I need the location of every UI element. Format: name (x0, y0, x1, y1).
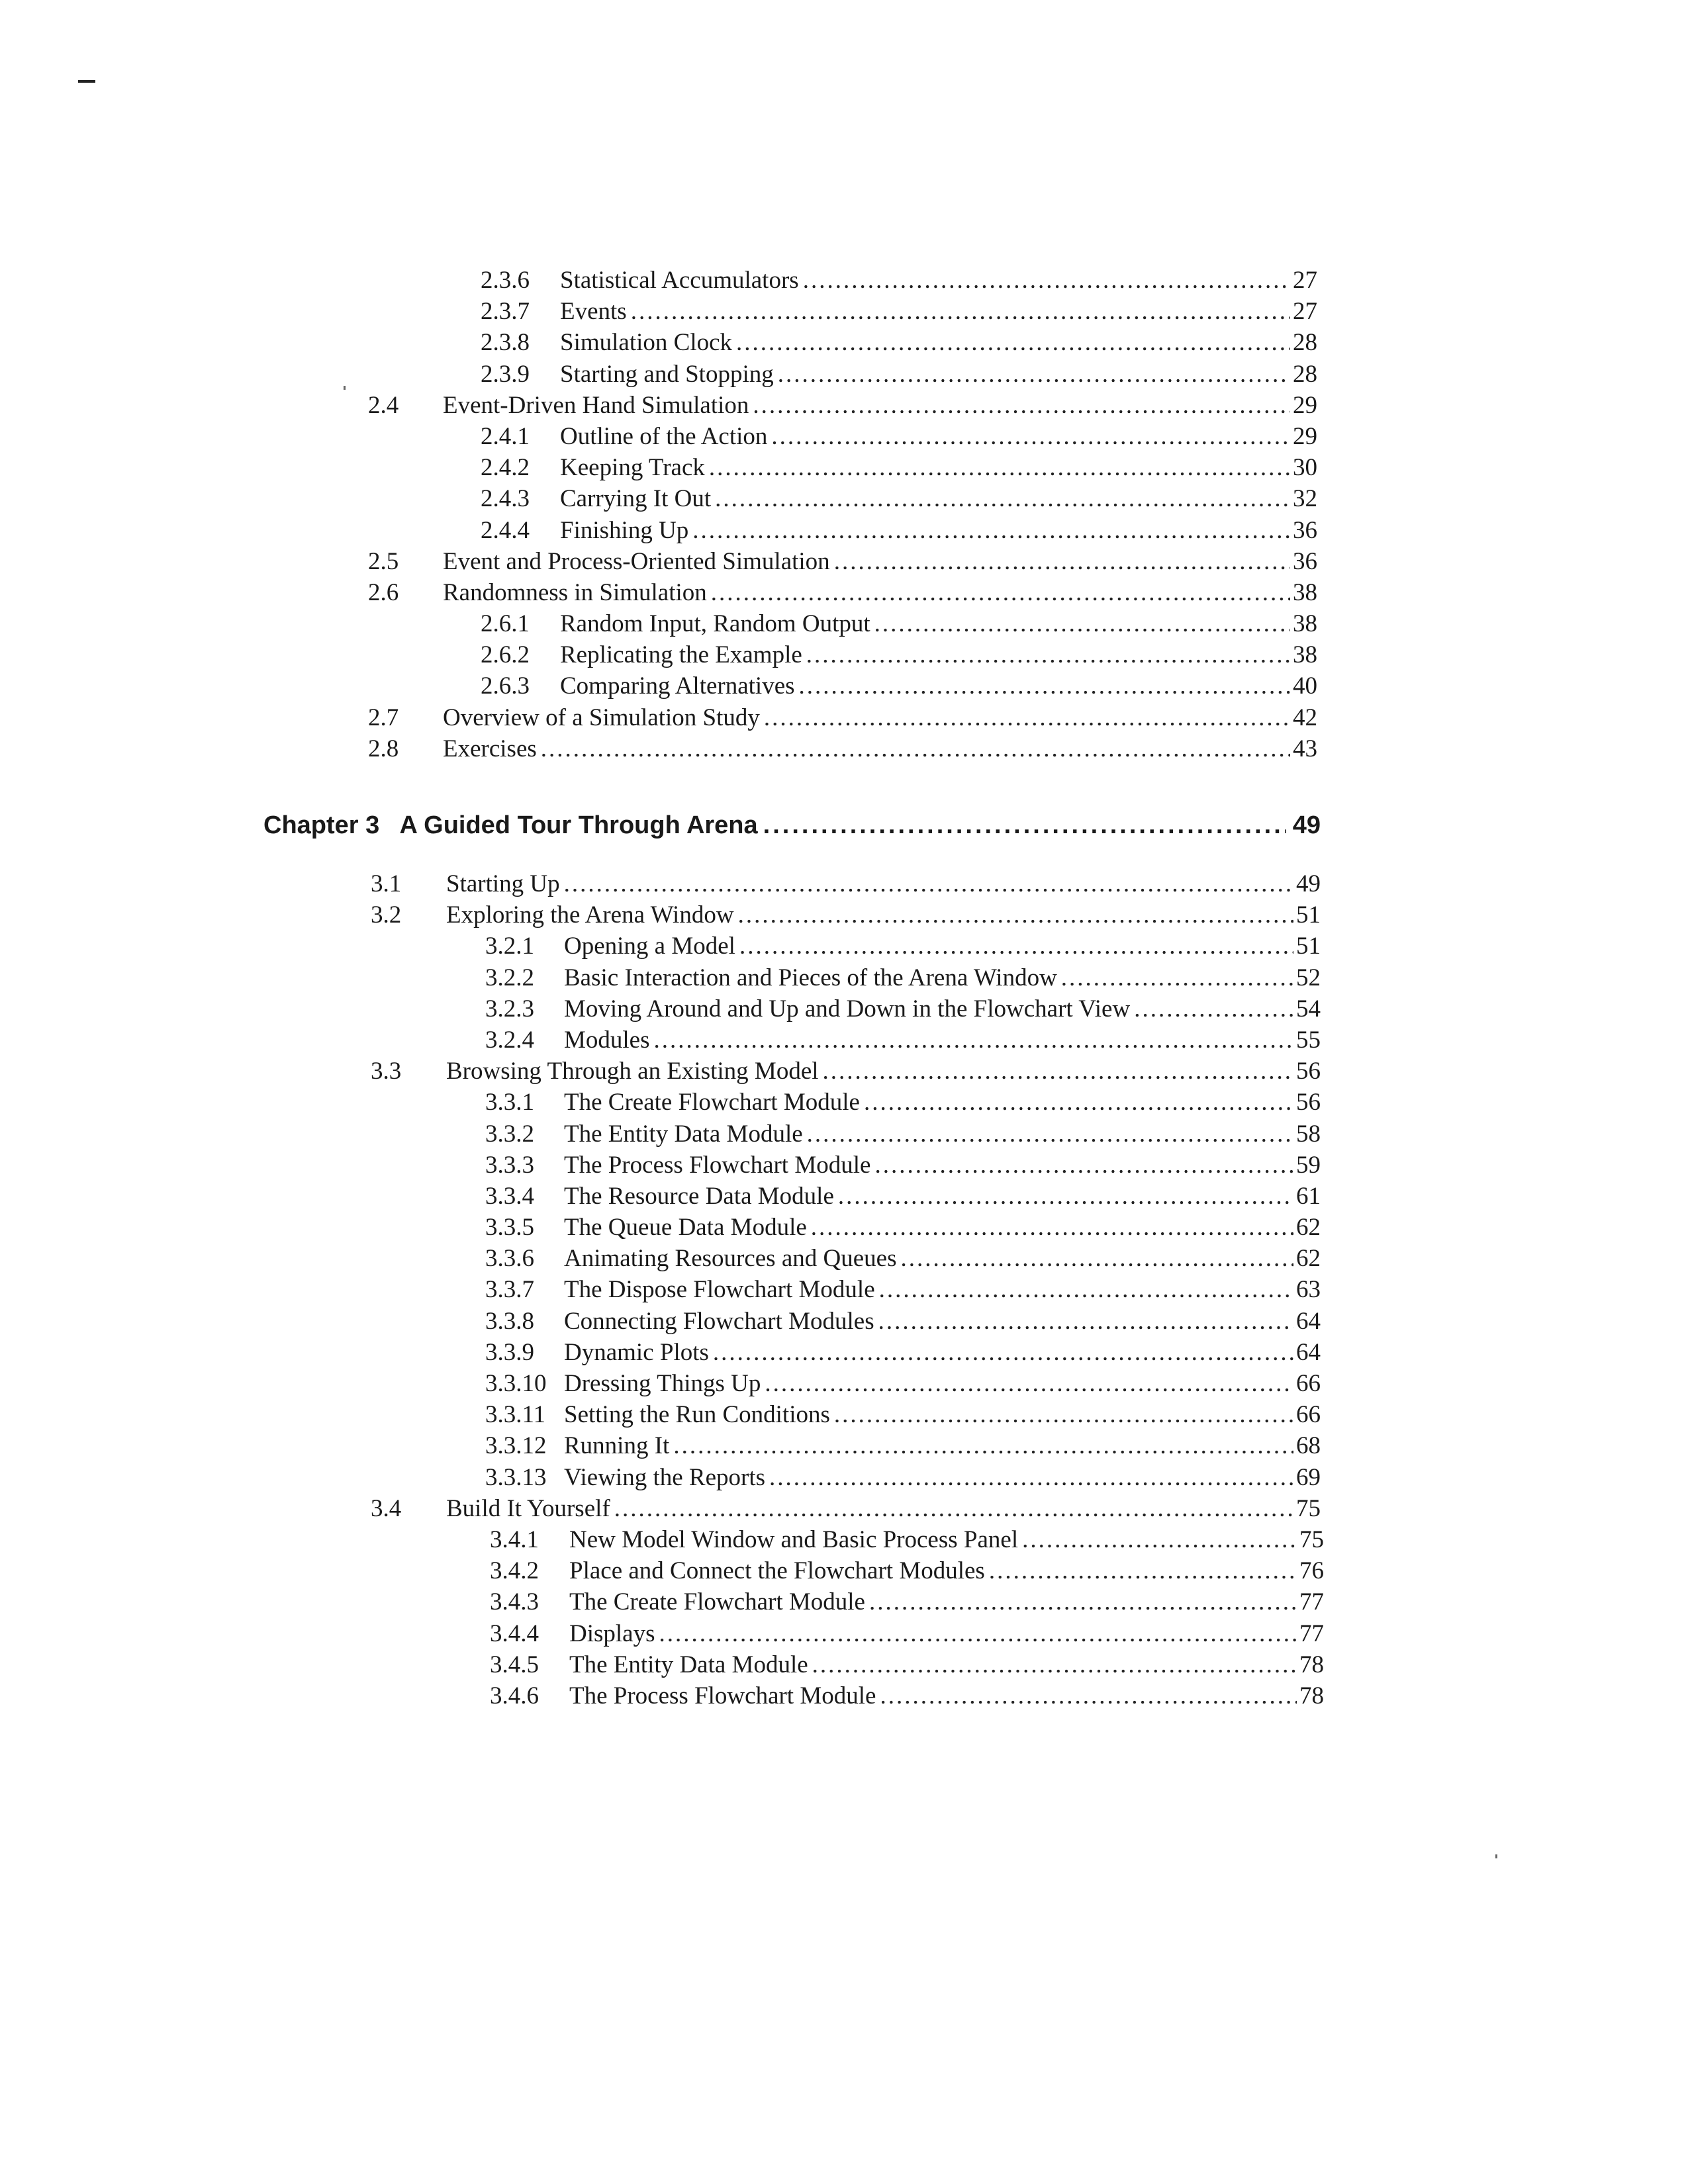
section-number: 3.2.1 (485, 933, 534, 960)
dot-leader (736, 327, 1290, 358)
section-title: Overview of a Simulation Study (443, 704, 760, 731)
toc-entry[interactable] (0, 296, 1688, 327)
dot-leader (673, 1430, 1293, 1461)
toc-entry[interactable] (0, 1649, 1688, 1680)
section-number: 2.3.6 (481, 267, 530, 294)
chapter-title: A Guided Tour Through Arena (399, 811, 758, 839)
toc-entry[interactable] (0, 639, 1688, 670)
section-number: 3.2 (371, 901, 402, 929)
dot-leader (715, 483, 1290, 514)
section-title: Displays (569, 1619, 655, 1647)
entry-line (564, 931, 1321, 962)
page-number: 77 (1299, 1588, 1324, 1616)
dot-leader (989, 1555, 1297, 1586)
page-number: 75 (1296, 1494, 1321, 1522)
entry-line (446, 899, 1321, 931)
dot-leader (654, 1024, 1294, 1056)
section-title: Browsing Through an Existing Model (446, 1058, 819, 1085)
entry-line (560, 452, 1317, 483)
dot-leader (711, 577, 1290, 608)
dot-leader (709, 452, 1290, 483)
page-number: 38 (1293, 641, 1317, 669)
entry-line (564, 1306, 1321, 1337)
dot-leader (879, 1274, 1293, 1305)
page-number: 78 (1299, 1682, 1324, 1709)
entry-line (443, 702, 1317, 733)
dot-leader (834, 546, 1290, 577)
toc-entry[interactable] (0, 1462, 1688, 1493)
section-number: 3.3.12 (485, 1432, 547, 1460)
toc-entry[interactable] (0, 1524, 1688, 1555)
page-number: 77 (1299, 1619, 1324, 1647)
section-title: Replicating the Example (560, 641, 802, 669)
entry-line (564, 962, 1321, 993)
section-number: 2.4.4 (481, 516, 530, 544)
section-title: The Resource Data Module (564, 1182, 834, 1210)
page-number: 43 (1293, 735, 1317, 762)
section-title: Exercises (443, 735, 537, 762)
page-edge-mark (78, 80, 95, 83)
dot-leader (803, 265, 1290, 296)
toc-entry[interactable] (0, 1306, 1688, 1337)
section-title: Dressing Things Up (564, 1370, 761, 1397)
dot-leader (864, 1087, 1293, 1118)
section-title: Connecting Flowchart Modules (564, 1307, 874, 1335)
section-title: Randomness in Simulation (443, 578, 707, 606)
dot-leader (1134, 993, 1293, 1024)
section-number: 3.4.5 (490, 1651, 539, 1678)
toc-entry[interactable] (0, 1680, 1688, 1711)
toc-entry[interactable] (0, 265, 1688, 296)
page-number: 56 (1296, 1058, 1321, 1085)
section-title: Outline of the Action (560, 422, 768, 450)
page-number: 32 (1293, 485, 1317, 513)
page-number: 66 (1296, 1370, 1321, 1397)
entry-line (560, 515, 1317, 546)
dot-leader (812, 1649, 1297, 1680)
entry-line (564, 1150, 1321, 1181)
page-number: 75 (1299, 1525, 1324, 1553)
page-number: 58 (1296, 1120, 1321, 1148)
section-title: Starting and Stopping (560, 360, 774, 388)
page-number: 64 (1296, 1338, 1321, 1366)
dot-leader (823, 1056, 1293, 1087)
chapter-label: Chapter 3 (263, 811, 380, 839)
section-number: 2.5 (368, 547, 399, 575)
dot-leader (778, 359, 1290, 390)
toc-entry[interactable] (0, 670, 1688, 702)
page-number: 59 (1296, 1151, 1321, 1179)
section-number: 2.3.9 (481, 360, 530, 388)
entry-line (560, 483, 1317, 514)
section-title: Event-Driven Hand Simulation (443, 391, 749, 419)
section-title: Basic Interaction and Pieces of the Arena Window (564, 964, 1057, 991)
section-number: 2.6 (368, 578, 399, 606)
dot-leader (765, 1368, 1293, 1399)
toc-entry[interactable] (0, 1368, 1688, 1399)
toc-entry[interactable] (0, 483, 1688, 514)
toc-entry[interactable] (0, 1493, 1688, 1524)
page-number: 28 (1293, 360, 1317, 388)
dot-leader (692, 515, 1290, 546)
page-number: 54 (1296, 995, 1321, 1023)
toc-entry[interactable] (0, 702, 1688, 733)
entry-line (560, 670, 1317, 702)
section-number: 3.3 (371, 1058, 402, 1085)
section-number: 3.3.3 (485, 1151, 534, 1179)
page-number: 69 (1296, 1463, 1321, 1491)
section-title: Events (560, 298, 627, 326)
section-title: Starting Up (446, 870, 560, 897)
entry-line (443, 546, 1317, 577)
dot-leader (631, 296, 1290, 327)
scan-speck (1495, 1854, 1497, 1858)
entry-line (560, 327, 1317, 358)
section-number: 3.3.4 (485, 1182, 534, 1210)
toc-entry[interactable] (0, 359, 1688, 390)
toc-entry[interactable] (0, 452, 1688, 483)
entry-line (564, 1399, 1321, 1430)
entry-line (446, 1493, 1321, 1524)
page-number: 56 (1296, 1089, 1321, 1116)
toc-entry[interactable] (0, 1118, 1688, 1150)
toc-entry[interactable] (0, 962, 1688, 993)
toc-entry[interactable] (0, 1337, 1688, 1368)
entry-line (560, 265, 1317, 296)
dot-leader (838, 1181, 1293, 1212)
entry-line (569, 1680, 1324, 1711)
toc-entry[interactable] (0, 993, 1688, 1024)
toc-entry[interactable] (0, 1243, 1688, 1274)
dot-leader (880, 1680, 1297, 1711)
section-number: 2.7 (368, 704, 399, 731)
section-number: 3.4.6 (490, 1682, 539, 1709)
page-number: 64 (1296, 1307, 1321, 1335)
dot-leader (614, 1493, 1293, 1524)
dot-leader (834, 1399, 1293, 1430)
page-number: 27 (1293, 298, 1317, 326)
section-title: Build It Yourself (446, 1494, 610, 1522)
section-title: Random Input, Random Output (560, 610, 870, 638)
section-number: 3.3.13 (485, 1463, 547, 1491)
section-number: 3.4.4 (490, 1619, 539, 1647)
section-number: 3.4.3 (490, 1588, 539, 1616)
section-number: 2.3.7 (481, 298, 530, 326)
dot-leader (763, 809, 1286, 842)
page-number: 38 (1293, 578, 1317, 606)
toc-entry[interactable] (0, 1150, 1688, 1181)
dot-leader (806, 639, 1290, 670)
section-number: 2.4.2 (481, 454, 530, 482)
page-number: 29 (1293, 391, 1317, 419)
section-number: 3.4 (371, 1494, 402, 1522)
section-number: 2.6.1 (481, 610, 530, 638)
dot-leader (769, 1462, 1293, 1493)
dot-leader (753, 390, 1290, 421)
section-title: Running It (564, 1432, 670, 1460)
entry-line (564, 1368, 1321, 1399)
page-number: 29 (1293, 422, 1317, 450)
dot-leader (738, 899, 1293, 931)
page-number: 36 (1293, 516, 1317, 544)
section-title: Moving Around and Up and Down in the Flowchart View (564, 995, 1131, 1023)
page-number: 63 (1296, 1276, 1321, 1304)
dot-leader (713, 1337, 1293, 1368)
section-title: Exploring the Arena Window (446, 901, 734, 929)
toc-entry[interactable] (0, 733, 1688, 764)
section-title: Event and Process-Oriented Simulation (443, 547, 830, 575)
toc-entry[interactable] (0, 390, 1688, 421)
entry-line (443, 733, 1317, 764)
section-title: Dynamic Plots (564, 1338, 709, 1366)
section-title: Place and Connect the Flowchart Modules (569, 1557, 985, 1585)
section-title: Animating Resources and Queues (564, 1245, 897, 1273)
page-number: 36 (1293, 547, 1317, 575)
dot-leader (799, 670, 1290, 702)
dot-leader (1022, 1524, 1297, 1555)
section-number: 3.4.1 (490, 1525, 539, 1553)
entry-line (564, 1024, 1321, 1056)
toc-entry[interactable] (0, 515, 1688, 546)
section-number: 2.6.3 (481, 672, 530, 700)
dot-leader (739, 931, 1293, 962)
page-number: 49 (1296, 870, 1321, 897)
section-title: The Process Flowchart Module (564, 1151, 871, 1179)
toc-entry[interactable] (0, 1586, 1688, 1617)
section-title: Keeping Track (560, 454, 705, 482)
entry-line (564, 1430, 1321, 1461)
entry-line (569, 1524, 1324, 1555)
dot-leader (771, 421, 1290, 452)
section-number: 3.1 (371, 870, 402, 897)
section-number: 2.3.8 (481, 329, 530, 357)
page-number: 62 (1296, 1214, 1321, 1242)
page-number: 40 (1293, 672, 1317, 700)
section-number: 3.2.4 (485, 1026, 534, 1054)
toc-entry[interactable] (0, 1087, 1688, 1118)
page-number: 30 (1293, 454, 1317, 482)
toc-entry[interactable] (0, 546, 1688, 577)
toc-entry[interactable] (0, 1618, 1688, 1649)
page-number: 42 (1293, 704, 1317, 731)
entry-line (564, 1243, 1321, 1274)
dot-leader (874, 608, 1290, 639)
toc-entry[interactable] (0, 899, 1688, 931)
toc-entry[interactable] (0, 1399, 1688, 1430)
section-title: Statistical Accumulators (560, 267, 799, 294)
toc-entry[interactable] (0, 1212, 1688, 1243)
section-number: 3.3.1 (485, 1089, 534, 1116)
toc-entry[interactable] (0, 1274, 1688, 1305)
page-number: 28 (1293, 329, 1317, 357)
section-number: 3.3.5 (485, 1214, 534, 1242)
page-number: 52 (1296, 964, 1321, 991)
entry-line (564, 1274, 1321, 1305)
entry-line (446, 868, 1321, 899)
section-number: 3.2.3 (485, 995, 534, 1023)
toc-entry[interactable] (0, 1555, 1688, 1586)
page-number: 78 (1299, 1651, 1324, 1678)
section-title: The Create Flowchart Module (569, 1588, 865, 1616)
section-number: 3.3.10 (485, 1370, 547, 1397)
section-number: 2.8 (368, 735, 399, 762)
toc-entry[interactable] (0, 1024, 1688, 1056)
toc-entry[interactable] (0, 868, 1688, 899)
dot-leader (659, 1618, 1297, 1649)
entry-line (569, 1649, 1324, 1680)
entry-line (443, 577, 1317, 608)
page-number: 38 (1293, 610, 1317, 638)
page-number: 68 (1296, 1432, 1321, 1460)
entry-line (443, 390, 1317, 421)
entry-line (560, 421, 1317, 452)
section-title: Setting the Run Conditions (564, 1401, 830, 1429)
entry-line (564, 1462, 1321, 1493)
section-title: New Model Window and Basic Process Panel (569, 1525, 1019, 1553)
entry-line (560, 359, 1317, 390)
dot-leader (807, 1118, 1293, 1150)
section-title: The Entity Data Module (569, 1651, 808, 1678)
section-title: The Queue Data Module (564, 1214, 807, 1242)
section-title: The Process Flowchart Module (569, 1682, 876, 1709)
page-number: 76 (1299, 1557, 1324, 1585)
page-number: 66 (1296, 1401, 1321, 1429)
section-number: 3.3.8 (485, 1307, 534, 1335)
dot-leader (900, 1243, 1293, 1274)
entry-line (564, 1337, 1321, 1368)
page-number: 27 (1293, 267, 1317, 294)
entry-line (560, 296, 1317, 327)
section-title: Finishing Up (560, 516, 689, 544)
section-number: 3.3.2 (485, 1120, 534, 1148)
toc-entry[interactable] (0, 931, 1688, 962)
dot-leader (874, 1150, 1293, 1181)
section-title: Modules (564, 1026, 650, 1054)
page-number: 51 (1296, 933, 1321, 960)
toc-entry[interactable] (0, 327, 1688, 358)
section-title: Viewing the Reports (564, 1463, 766, 1491)
section-number: 3.4.2 (490, 1557, 539, 1585)
dot-leader (869, 1586, 1297, 1617)
entry-line (564, 1181, 1321, 1212)
dot-leader (1061, 962, 1293, 993)
entry-line (564, 1212, 1321, 1243)
dot-leader (811, 1212, 1293, 1243)
section-number: 3.3.6 (485, 1245, 534, 1273)
entry-line (564, 1087, 1321, 1118)
section-number: 3.3.11 (485, 1401, 546, 1429)
toc-entry[interactable] (0, 608, 1688, 639)
section-number: 3.2.2 (485, 964, 534, 991)
section-title: The Create Flowchart Module (564, 1089, 860, 1116)
section-number: 2.6.2 (481, 641, 530, 669)
toc-chapter-2-continuation (0, 265, 1688, 764)
entry-line (560, 639, 1317, 670)
toc-entry[interactable] (0, 577, 1688, 608)
entry-line (446, 1056, 1321, 1087)
section-number: 3.3.9 (485, 1338, 534, 1366)
chapter-page-number: 49 (1292, 811, 1321, 839)
dot-leader (764, 702, 1290, 733)
chapter-3-heading[interactable] (263, 809, 1321, 842)
toc-entry[interactable] (0, 1430, 1688, 1461)
dot-leader (878, 1306, 1293, 1337)
page-number: 62 (1296, 1245, 1321, 1273)
page-number: 55 (1296, 1026, 1321, 1054)
dot-leader (541, 733, 1290, 764)
section-number: 2.4.1 (481, 422, 530, 450)
section-title: Simulation Clock (560, 329, 733, 357)
page-number: 51 (1296, 901, 1321, 929)
section-title: Carrying It Out (560, 485, 712, 513)
toc-entry[interactable] (0, 421, 1688, 452)
entry-line (569, 1586, 1324, 1617)
section-number: 3.3.7 (485, 1276, 534, 1304)
section-number: 2.4.3 (481, 485, 530, 513)
page-number: 61 (1296, 1182, 1321, 1210)
toc-entry[interactable] (0, 1056, 1688, 1087)
entry-line (564, 1118, 1321, 1150)
section-title: The Entity Data Module (564, 1120, 803, 1148)
entry-line (560, 608, 1317, 639)
entry-line (564, 993, 1321, 1024)
section-title: Comparing Alternatives (560, 672, 795, 700)
entry-line (569, 1618, 1324, 1649)
toc-entry[interactable] (0, 1181, 1688, 1212)
section-title: Opening a Model (564, 933, 735, 960)
section-title: The Dispose Flowchart Module (564, 1276, 875, 1304)
toc-chapter-3 (0, 868, 1688, 1711)
entry-line (569, 1555, 1324, 1586)
section-number: 2.4 (368, 391, 399, 419)
dot-leader (564, 868, 1293, 899)
